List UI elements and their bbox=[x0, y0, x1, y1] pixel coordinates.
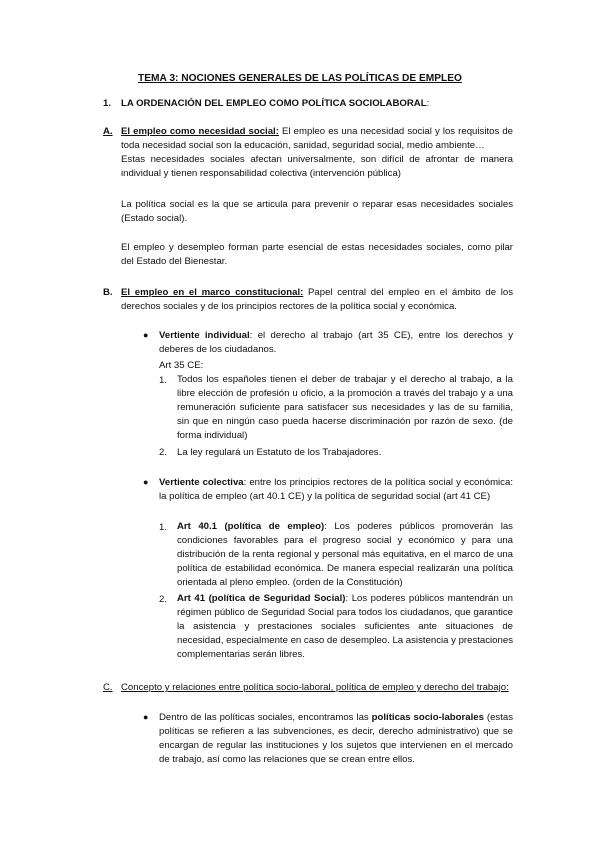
section-c-letter: C. bbox=[103, 682, 113, 693]
art-35-label: Art 35 CE: bbox=[159, 360, 204, 371]
art35-item-2-number: 2. bbox=[159, 447, 168, 458]
document-title: TEMA 3: NOCIONES GENERALES DE LAS POLÍTICAS DE EMPLEO bbox=[138, 73, 462, 84]
section-a-paragraph-1: El empleo como necesidad social: El empleo es una necesidad social y los requisitos de toda necesidad social son la educación, sanidad, seguridad social, medio ambiente… bbox=[121, 126, 514, 151]
art40-number: 1. bbox=[159, 522, 168, 533]
section-c-bullet-1: Dentro de las políticas sociales, encontramos las políticas socio-laborales (estas políticas se refieren a las subvenciones, es decir, derecho administrativo) que se encargan de regular las instituciones y los sujetos que intervienen en el mercado de trabajo, así como las relaciones que se crean entre ellos. bbox=[159, 712, 514, 765]
bullet-icon: ● bbox=[143, 477, 149, 487]
section-a-letter: A. bbox=[103, 126, 113, 137]
art41-item: Art 41 (política de Seguridad Social): Los poderes públicos mantendrán un régimen público de Seguridad Social para todos los ciudadanos, que garantice la asistencia y prestaciones sociales suficientes ante situaciones de necesidad, especialmente en caso de desempleo. La asistencia y prestaciones complementarias serán libres. bbox=[177, 593, 513, 660]
section-1-heading: LA ORDENACIÓN DEL EMPLEO COMO POLÍTICA SOCIOLABORAL: bbox=[121, 98, 430, 109]
vertiente-colectiva: Vertiente colectiva: entre los principios rectores de la política social y económica: la política de empleo (art 40.1 CE) y la política de seguridad social (art 41 CE) bbox=[159, 477, 513, 502]
art41-number: 2. bbox=[159, 594, 168, 605]
bullet-icon: ● bbox=[143, 330, 149, 340]
section-b-letter: B. bbox=[103, 287, 113, 298]
section-1-number: 1. bbox=[103, 98, 112, 109]
section-b-paragraph: El empleo en el marco constitucional: Papel central del empleo en el ámbito de los derechos sociales y de los principios rectores de la política social y económica. bbox=[121, 287, 514, 312]
art40-item: Art 40.1 (política de empleo): Los poderes públicos promoverán las condiciones favorables para el progreso social y económico y para una distribución de la renta regional y personal más equitativa, en el marco de una política de estabilidad económica. De manera especial realizarán una política orientada al pleno empleo. (orden de la Constitución) bbox=[177, 521, 513, 588]
art35-item-1: Todos los españoles tienen el deber de trabajar y el derecho al trabajo, a la libre elección de profesión u oficio, a la promoción a través del trabajo y a una remuneración suficiente para satisfacer sus necesidades y las de su familia, sin que en ningún caso pueda hacerse discriminación por razón de sexo. (de forma individual) bbox=[177, 374, 513, 441]
art35-item-1-number: 1. bbox=[159, 375, 168, 386]
section-a-paragraph-4: El empleo y desempleo forman parte esencial de estas necesidades sociales, como pilar del Estado del Bienestar. bbox=[121, 242, 513, 267]
section-a-heading: El empleo como necesidad social: bbox=[121, 126, 279, 137]
vertiente-individual: Vertiente individual: el derecho al trabajo (art 35 CE), entre los derechos y deberes de los ciudadanos. bbox=[159, 330, 513, 355]
bullet-icon: ● bbox=[143, 712, 149, 722]
art35-item-2: La ley regulará un Estatuto de los Trabajadores. bbox=[177, 447, 382, 458]
section-a-paragraph-2: Estas necesidades sociales afectan universalmente, son difícil de afrontar de manera individual y tienen responsabilidad colectiva (intervención pública) bbox=[121, 154, 513, 179]
section-b-heading: El empleo en el marco constitucional: bbox=[121, 287, 304, 298]
section-a-paragraph-3: La política social es la que se articula para prevenir o reparar esas necesidades sociales (Estado social). bbox=[121, 199, 513, 224]
section-c-heading: Concepto y relaciones entre política socio-laboral, política de empleo y derecho del trabajo: bbox=[121, 682, 509, 693]
